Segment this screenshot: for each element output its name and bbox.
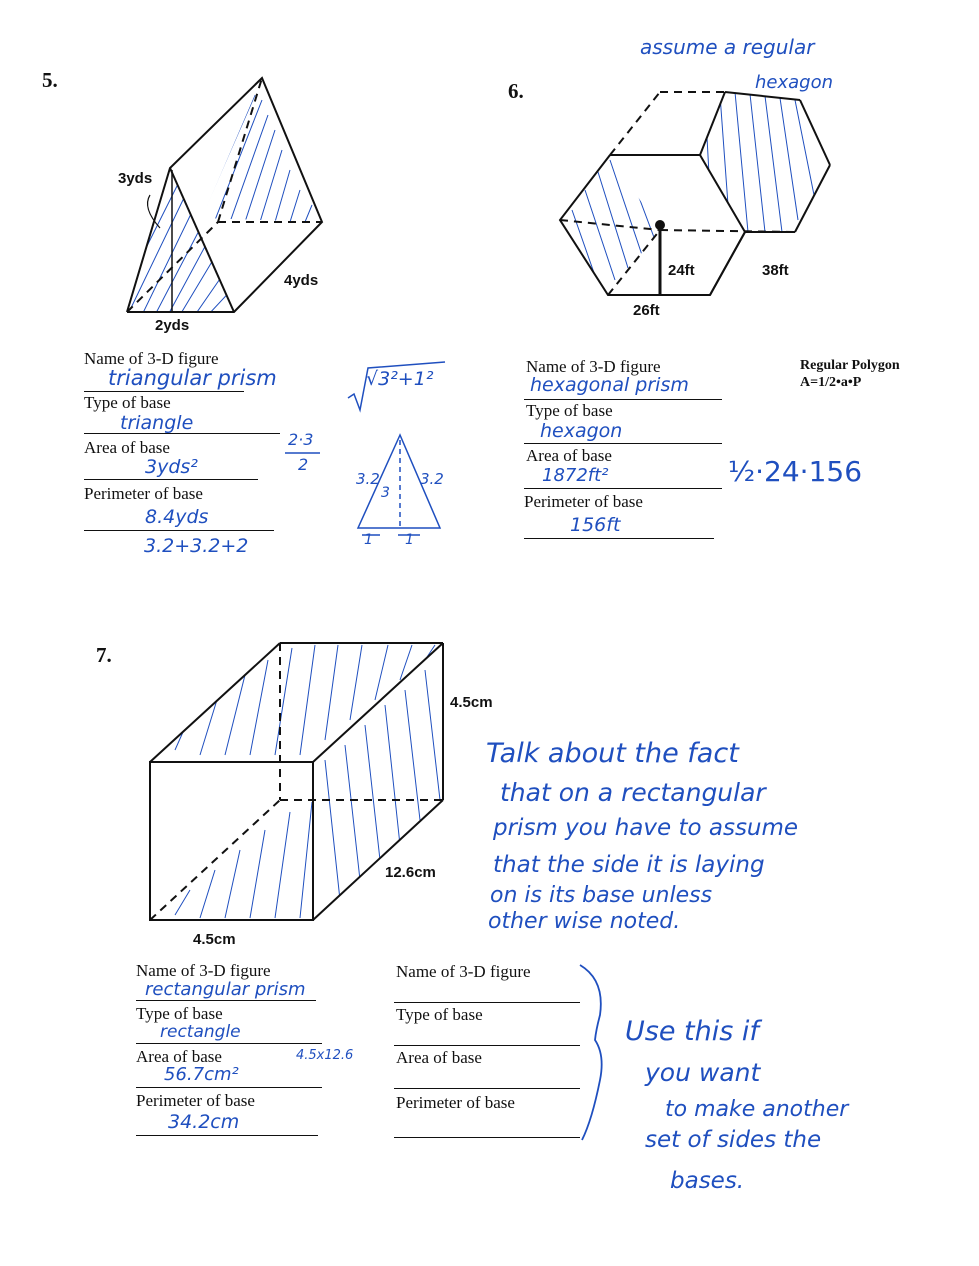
- p6-name-label: Name of 3-D figure: [526, 357, 661, 376]
- p6-type-line: [524, 443, 722, 444]
- p6-formula-expr: A=1/2•a•P: [800, 375, 862, 390]
- p5-perimeter-line: [84, 530, 274, 531]
- p5-type-line: [84, 433, 280, 434]
- p6-name-answer: hexagonal prism: [530, 374, 689, 396]
- p7-perimeter-label: Perimeter of base: [136, 1091, 255, 1110]
- p6-type-label: Type of base: [526, 401, 613, 420]
- hexagonal-prism-figure: [560, 92, 830, 295]
- alt-perimeter-line[interactable]: [394, 1137, 580, 1138]
- p6-length-label: 38ft: [762, 262, 789, 279]
- p5-name-label: Name of 3-D figure: [84, 349, 219, 368]
- p6-perimeter-line: [524, 538, 714, 539]
- p7-note-line4: that the side it is laying: [493, 852, 765, 878]
- alt-type-line[interactable]: [394, 1045, 580, 1046]
- p5-area-line: [84, 479, 258, 480]
- p5-tri-right: 3.2: [420, 470, 444, 488]
- p5-tri-bottom-left: 1: [364, 532, 373, 548]
- alt-note-line4: set of sides the: [645, 1127, 822, 1153]
- p5-area-answer: 3yds²: [145, 456, 198, 478]
- p7-type-label: Type of base: [136, 1004, 223, 1023]
- p5-area-frac-top: 2·3: [288, 430, 314, 449]
- p6-perimeter-label: Perimeter of base: [524, 492, 643, 511]
- p6-type-answer: hexagon: [540, 420, 623, 442]
- p7-type-answer: rectangle: [160, 1022, 241, 1042]
- p7-area-label: Area of base: [136, 1047, 222, 1066]
- p6-formula-title: Regular Polygon: [800, 358, 900, 373]
- p5-height-label: 3yds: [118, 170, 153, 187]
- p5-type-label: Type of base: [84, 393, 171, 412]
- p7-note-line6: other wise noted.: [488, 909, 681, 934]
- p5-tri-left: 3.2: [356, 470, 380, 488]
- p7-type-line: [136, 1043, 322, 1044]
- p7-length-label: 12.6cm: [385, 864, 436, 881]
- p5-length-label: 4yds: [284, 272, 319, 289]
- p5-type-answer: triangle: [120, 412, 194, 434]
- alt-area-line[interactable]: [394, 1088, 580, 1089]
- alt-name-label: Name of 3-D figure: [396, 962, 531, 981]
- p5-sqrt-expr: √3²+1²: [366, 368, 434, 390]
- alt-note-line2: you want: [645, 1058, 761, 1087]
- p7-name-label: Name of 3-D figure: [136, 961, 271, 980]
- p7-area-answer: 56.7cm²: [164, 1064, 239, 1085]
- p5-area-label: Area of base: [84, 438, 170, 457]
- p6-area-line: [524, 488, 722, 489]
- p7-name-answer: rectangular prism: [145, 979, 306, 1000]
- p6-note-line1: assume a regular: [640, 35, 815, 59]
- p6-note-line2: hexagon: [755, 72, 834, 93]
- p7-name-line: [136, 1000, 316, 1001]
- alt-area-label: Area of base: [396, 1048, 482, 1067]
- p7-area-work: 4.5x12.6: [296, 1048, 354, 1063]
- p5-tri-height: 3: [381, 485, 390, 501]
- p6-name-line: [524, 399, 722, 400]
- p6-area-label: Area of base: [526, 446, 612, 465]
- p7-height-label: 4.5cm: [450, 694, 493, 711]
- p5-area-frac-bottom: 2: [298, 455, 309, 474]
- p6-side-label: 26ft: [633, 302, 660, 319]
- alt-note-line1: Use this if: [625, 1016, 759, 1047]
- alt-note-line3: to make another: [665, 1097, 849, 1122]
- p5-base-label: 2yds: [155, 317, 190, 334]
- p5-perimeter-answer: 8.4yds: [145, 506, 209, 528]
- p7-perimeter-line: [136, 1135, 318, 1136]
- p5-tri-bottom-right: 1: [405, 532, 414, 548]
- p7-note-line1: Talk about the fact: [486, 738, 739, 769]
- problem-7-number: 7.: [96, 643, 112, 667]
- problem-6-number: 6.: [508, 79, 524, 103]
- p7-note-line5: on is its base unless: [490, 883, 713, 908]
- alt-note-line5: bases.: [670, 1168, 745, 1194]
- alt-type-label: Type of base: [396, 1005, 483, 1024]
- p7-area-line: [136, 1087, 322, 1088]
- problem-5-number: 5.: [42, 68, 58, 92]
- p6-area-calc: ½·24·156: [728, 455, 863, 488]
- p5-perimeter-work: 3.2+3.2+2: [144, 535, 249, 557]
- alt-perimeter-label: Perimeter of base: [396, 1093, 515, 1112]
- p7-note-line2: that on a rectangular: [500, 778, 766, 807]
- p6-perimeter-answer: 156ft: [570, 514, 621, 536]
- p7-width-label: 4.5cm: [193, 931, 236, 948]
- p5-name-line: [84, 391, 244, 392]
- p5-perimeter-label: Perimeter of base: [84, 484, 203, 503]
- alt-name-line[interactable]: [394, 1002, 580, 1003]
- p7-note-line3: prism you have to assume: [493, 815, 799, 841]
- p7-perimeter-answer: 34.2cm: [168, 1111, 240, 1133]
- p6-area-answer: 1872ft²: [542, 465, 609, 486]
- p5-name-answer: triangular prism: [108, 366, 277, 390]
- p6-apothem-label: 24ft: [668, 262, 695, 279]
- brace-right: [580, 965, 602, 1140]
